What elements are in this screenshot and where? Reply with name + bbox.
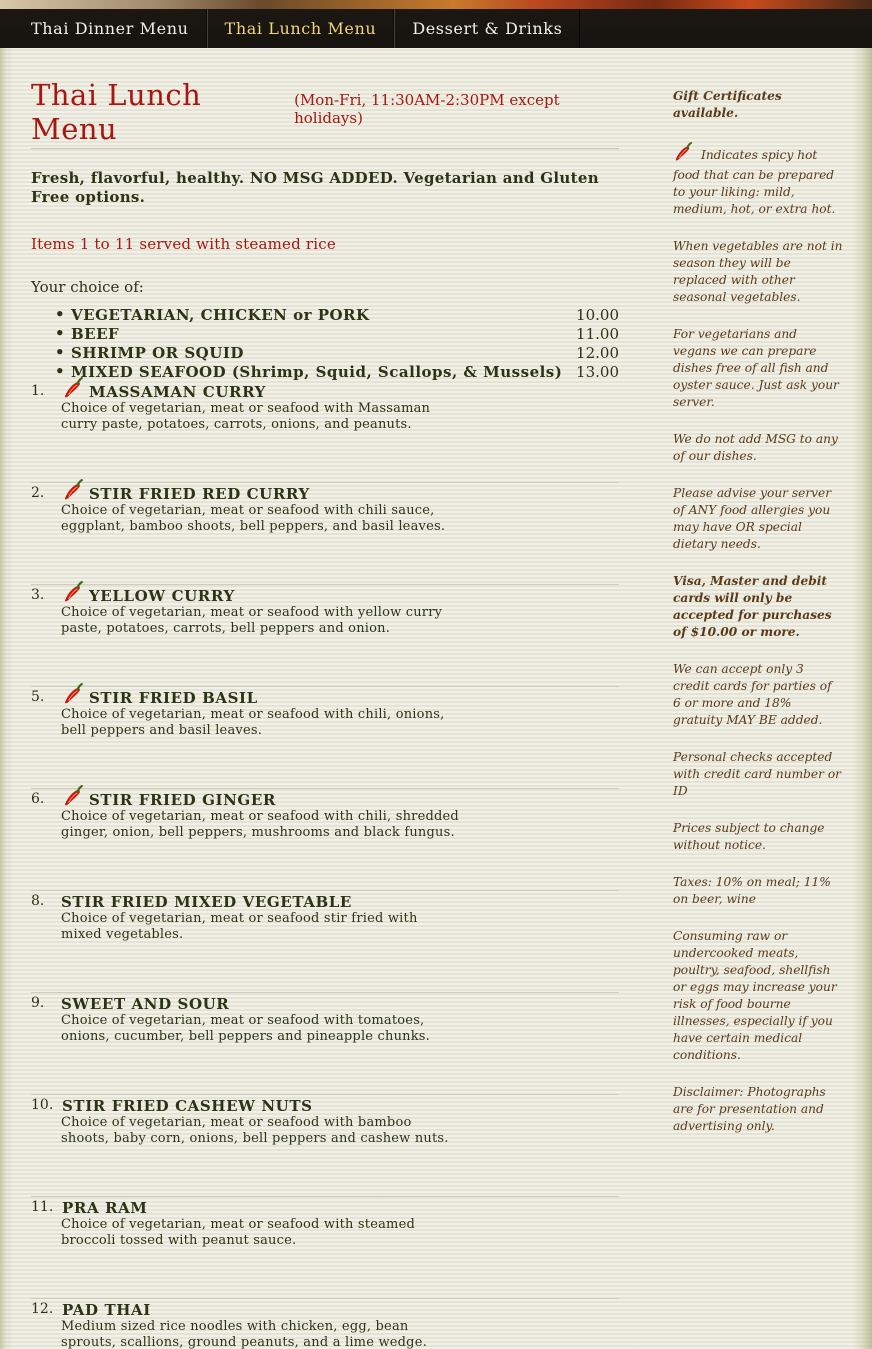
- protein-row: [55, 325, 619, 344]
- lunch-hours: (Mon-Fri, 11:30AM-2:30PM except holidays): [294, 91, 560, 127]
- menu-item: [31, 993, 619, 1095]
- protein-name: • MIXED SEAFOOD (Shrimp, Squid, Scallops, & Mussels): [55, 363, 562, 382]
- item-number: 9.: [31, 995, 45, 1011]
- menu-item: [31, 789, 619, 891]
- item-name: PAD THAI: [62, 1301, 151, 1319]
- personal-checks-note: Personal checks accepted with credit card number or ID: [673, 750, 842, 798]
- item-description: Choice of vegetarian, meat or seafood with Massaman curry paste, potatoes, carrots, onions, and peanuts.: [61, 401, 431, 432]
- item-description: Choice of vegetarian, meat or seafood with chili sauce, eggplant, bamboo shoots, bell peppers, and basil leaves.: [61, 503, 446, 534]
- chili-pepper-icon: [62, 479, 84, 505]
- menu-item: [31, 585, 619, 687]
- item-name: MASSAMAN CURRY: [89, 383, 266, 401]
- photo-disclaimer: Disclaimer: Photographs are for presentation and advertising only.: [673, 1085, 826, 1133]
- spicy-legend-note: [673, 142, 843, 218]
- menu-item: [31, 381, 619, 483]
- protein-name: • BEEF: [55, 325, 119, 344]
- card-minimum-note: Visa, Master and debit cards will only be accepted for purchases of $10.00 or more.: [673, 574, 832, 639]
- item-description: Choice of vegetarian, meat or seafood with yellow curry paste, potatoes, carrots, bell peppers and onion.: [61, 605, 443, 636]
- protein-row: [55, 363, 619, 382]
- item-number: 12.: [31, 1301, 54, 1317]
- protein-price: 13.00: [576, 363, 619, 381]
- vegan-note: For vegetarians and vegans we can prepare dishes free of all fish and oyster sauce. Just ask your server.: [673, 327, 839, 409]
- protein-price: 10.00: [576, 306, 619, 324]
- item-number: 3.: [31, 587, 45, 603]
- item-description: Choice of vegetarian, meat or seafood with bamboo shoots, baby corn, onions, bell peppers and cashew nuts.: [61, 1115, 449, 1146]
- item-name: STIR FRIED RED CURRY: [89, 485, 310, 503]
- protein-name: • VEGETARIAN, CHICKEN or PORK: [55, 306, 370, 325]
- raw-food-warning: Consuming raw or undercooked meats, poultry, seafood, shellfish or eggs may increase your risk of food bourne illnesses, especially if you have certain medical conditions.: [673, 929, 837, 1062]
- price-change-note: Prices subject to change without notice.: [673, 821, 825, 852]
- protein-row: [55, 306, 619, 325]
- item-description: Medium sized rice noodles with chicken, egg, bean sprouts, scallions, ground peanuts, and a lime wedge.: [61, 1319, 427, 1349]
- item-description: Choice of vegetarian, meat or seafood with steamed broccoli tossed with peanut sauce.: [61, 1217, 415, 1248]
- chili-pepper-icon: [62, 377, 84, 403]
- nav-tab-dinner-menu[interactable]: Thai Dinner Menu: [14, 9, 207, 48]
- top-navigation: [0, 0, 872, 48]
- item-number: 11.: [31, 1199, 54, 1215]
- chili-pepper-icon: [62, 785, 84, 811]
- protein-price: 12.00: [576, 344, 619, 362]
- spicy-legend-text: Indicates spicy hot food that can be prepared to your liking: mild, medium, hot, or extra hot.: [673, 148, 836, 216]
- sidebar-notes: [673, 88, 843, 1155]
- chili-pepper-icon: [673, 142, 693, 167]
- nav-bar: [14, 9, 580, 48]
- chili-pepper-icon: [62, 683, 84, 709]
- item-number: 2.: [31, 485, 45, 501]
- item-name: STIR FRIED GINGER: [89, 791, 276, 809]
- item-description: Choice of vegetarian, meat or seafood stir fried with mixed vegetables.: [61, 911, 418, 942]
- credit-card-party-note: We can accept only 3 credit cards for parties of 6 or more and 18% gratuity MAY BE added.: [673, 662, 832, 727]
- item-name: STIR FRIED BASIL: [89, 689, 258, 707]
- taxes-note: Taxes: 10% on meal; 11% on beer, wine: [673, 875, 831, 906]
- item-description: Choice of vegetarian, meat or seafood with tomatoes, onions, cucumber, bell peppers and pineapple chunks.: [61, 1013, 431, 1044]
- item-number: 1.: [31, 383, 45, 399]
- item-description: Choice of vegetarian, meat or seafood with chili, shredded ginger, onion, bell peppers, mushrooms and black fungus.: [61, 809, 459, 840]
- menu-item: [31, 1197, 619, 1299]
- item-number: 5.: [31, 689, 45, 705]
- item-description: Choice of vegetarian, meat or seafood with chili, onions, bell peppers and basil leaves.: [61, 707, 445, 738]
- gift-certificate-note: Gift Certificates available.: [673, 89, 782, 120]
- choice-label: Your choice of:: [31, 278, 144, 296]
- item-name: YELLOW CURRY: [89, 587, 235, 605]
- item-number: 10.: [31, 1097, 54, 1113]
- protein-name: • SHRIMP OR SQUID: [55, 344, 244, 363]
- protein-price: 11.00: [576, 325, 619, 343]
- item-name: STIR FRIED MIXED VEGETABLE: [61, 893, 352, 911]
- item-name: PRA RAM: [62, 1199, 148, 1217]
- menu-item: [31, 891, 619, 993]
- item-number: 8.: [31, 893, 45, 909]
- nav-tab-lunch-menu[interactable]: Thai Lunch Menu: [207, 9, 395, 48]
- allergy-note: Please advise your server of ANY food allergies you may have OR special dietary needs.: [673, 486, 832, 551]
- item-number: 6.: [31, 791, 45, 807]
- menu-item: [31, 687, 619, 789]
- page-title: Thai Lunch Menu: [31, 78, 202, 146]
- menu-item: [31, 483, 619, 585]
- menu-intro: Fresh, flavorful, healthy. NO MSG ADDED. Vegetarian and Gluten Free options.: [31, 169, 599, 206]
- item-name: STIR FRIED CASHEW NUTS: [62, 1097, 313, 1115]
- chili-pepper-icon: [62, 581, 84, 607]
- msg-note: We do not add MSG to any of our dishes.: [673, 432, 838, 463]
- protein-price-list: [31, 306, 619, 382]
- menu-item: [31, 1095, 619, 1197]
- menu-content: [31, 78, 619, 382]
- item-name: SWEET AND SOUR: [61, 995, 230, 1013]
- header-food-photo: [0, 0, 872, 9]
- menu-title-bar: [31, 78, 619, 149]
- rice-note: Items 1 to 11 served with steamed rice: [31, 235, 336, 253]
- protein-row: [55, 344, 619, 363]
- nav-tab-dessert-drinks[interactable]: Dessert & Drinks: [394, 9, 580, 48]
- menu-item: [31, 1299, 619, 1349]
- vegetables-note: When vegetables are not in season they will be replaced with other seasonal vegetables.: [673, 239, 843, 304]
